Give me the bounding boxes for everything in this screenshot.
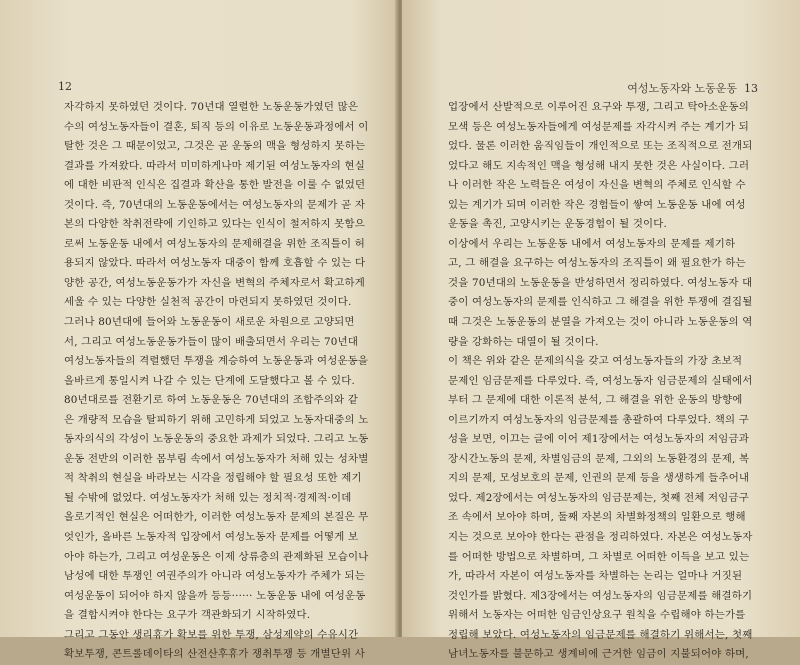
- text-line: 것인가를 밝혔다. 제3장에서는 여성노동자의 임금문제를 해결하기: [448, 589, 753, 602]
- text-line: 될 수밖에 없었다. 여성노동자가 처해 있는 정치적·경제적·이데: [64, 491, 352, 504]
- text-line: 조 속에서 보아야 하며, 둘째 자본의 차별화정책의 일환으로 행해: [448, 511, 746, 524]
- text-line: 에 대한 비판적 인식은 집결과 확산을 통한 발전을 이룰 수 없었던: [64, 179, 366, 192]
- text-line: 를 어떠한 방법으로 차별하며, 그 차별로 어떠한 이득을 보고 있는: [448, 550, 750, 563]
- text-line: 세울 수 있는 다양한 실천적 공간이 마련되지 못하였던 것이다.: [64, 296, 352, 309]
- text-line: 엇인가, 올바른 노동자적 입장에서 여성노동자 문제를 어떻게 보: [64, 531, 359, 544]
- right-page-number: 13: [744, 82, 758, 95]
- text-line: 지의 문제, 모성보호의 문제, 인권의 문제 등을 생생하게 들추어내: [448, 472, 750, 485]
- text-line: 올로기적인 현실은 어떠한가, 이러한 여성노동자 문제의 본질은 무: [64, 511, 369, 524]
- left-page-body: [64, 98, 369, 665]
- text-line: 남성에 대한 투쟁인 여권주의가 아니라 여성노동자가 주체가 되는: [64, 570, 365, 583]
- running-head-title: 여성노동자와 노동운동: [627, 82, 737, 95]
- text-line: 운동을 촉진, 고양시키는 운동경험이 될 것이다.: [448, 218, 668, 231]
- text-line: 자각하지 못하였던 것이다. 70년대 열렬한 노동운동가였던 많은: [64, 101, 359, 113]
- text-line: 부터 그 문제에 대한 이론적 분석, 그 해결을 위한 운동의 방향에: [448, 394, 743, 407]
- text-line: 본의 다양한 착취전략에 기인하고 있다는 인식이 철저하지 못함으: [64, 218, 365, 231]
- text-line: 었다. 제2장에서는 여성노동자의 임금문제는, 첫째 전체 저임금구: [448, 491, 750, 504]
- text-line: 가, 따라서 자본이 여성노동자를 차별하는 논리는 얼마나 거짓된: [448, 570, 743, 583]
- text-line: 수의 여성노동자들이 결혼, 퇴직 등의 이유로 노동운동과정에서 이: [64, 120, 369, 133]
- text-line: 량을 강화하는 대열이 될 것이다.: [448, 335, 599, 348]
- text-line: 있는 계기가 되며 이러한 작은 경험들이 쌓여 노동운동 내에 여성: [448, 198, 746, 211]
- text-line: 80년대로를 전환기로 하여 노동운동은 70년대의 조합주의와 같: [64, 394, 358, 407]
- text-line: 이상에서 우리는 노동운동 내에서 여성노동자의 문제를 제기하: [448, 237, 736, 250]
- text-line: 동자의식의 각성이 노동운동의 중요한 과제가 되었다. 그리고 노동: [64, 433, 369, 446]
- text-line: 이르기까지 여성노동자의 임금문제를 총괄하여 다루었다. 책의 구: [448, 413, 749, 426]
- text-line: 운동 전반의 이러한 몸부림 속에서 여성노동자가 처해 있는 성차별: [64, 452, 369, 465]
- text-line: 올바르게 통일시켜 나갈 수 있는 단계에 도달했다고 볼 수 있다.: [64, 374, 355, 387]
- text-line: 남녀노동자를 불문하고 생계비에 근거한 임금이 지불되어야 하며,: [448, 648, 749, 661]
- text-line: 여성운동이 되어야 하지 않을까 등등······ 노동운동 내에 여성운동: [64, 589, 366, 602]
- left-page-number: 12: [58, 80, 72, 93]
- right-page: [402, 0, 800, 661]
- right-page-body: [448, 98, 753, 665]
- text-line: 나 이러한 작은 노력들은 여성이 자신을 변혁의 주체로 인식할 수: [448, 179, 746, 192]
- text-line: 확보투쟁, 콘트롤데이타의 산전산후휴가 쟁취투쟁 등 개별단위 사: [64, 648, 365, 661]
- text-line: 을 결합시켜야 한다는 요구가 객관화되기 시작하였다.: [64, 609, 311, 622]
- text-line: 지는 것으로 보아야 한다는 관점을 정리하였다. 자본은 여성노동자: [448, 531, 753, 544]
- text-line: 용되지 않았다. 따라서 여성노동자 대중이 함께 호흡할 수 있는 다: [64, 257, 366, 270]
- text-line: 아야 하는가, 그리고 여성운동은 이제 상류층의 관제화된 모습이나: [64, 550, 369, 563]
- text-line: 중이 여성노동자의 문제를 인식하고 그 해결을 위한 투쟁에 결집될: [448, 296, 753, 309]
- text-line: 탈한 것은 그 때문이었고, 그것은 곧 운동의 맥을 형성하지 못하는: [64, 140, 366, 153]
- text-line: 고, 그 해결을 요구하는 여성노동자의 조직틀이 왜 필요한가 하는: [448, 257, 746, 270]
- right-page-header: [627, 80, 758, 96]
- left-page: [0, 0, 398, 661]
- text-line: 그러나 80년대에 들어와 노동운동이 새로운 차원으로 고양되면: [64, 316, 355, 329]
- text-line: 었다. 물론 이러한 움직임들이 개인적으로 또는 조직적으로 전개되: [448, 140, 753, 153]
- text-line: 그리고 그동안 생리휴가 확보를 위한 투쟁, 삼성제약의 수유시간: [64, 628, 359, 641]
- text-line: 성을 보면, 이끄는 글에 이어 제1장에서는 여성노동자의 저임금과: [448, 433, 750, 446]
- text-line: 장시간노동의 문제, 차별임금의 문제, 그외의 노동환경의 문제, 복: [448, 452, 750, 465]
- text-line: 로써 노동운동 내에서 여성노동자의 문제해결을 위한 조직틀이 허: [64, 237, 365, 250]
- text-line: 위해서 노동자는 어떠한 임금인상요구 원칙을 수립해야 하는가를: [448, 609, 746, 622]
- text-line: 은 개량적 모습을 탈피하기 위해 고민하게 되었고 노동자대중의 노: [64, 413, 369, 426]
- text-line: 정립해 보았다. 여성노동자의 임금문제를 해결하기 위해서는, 첫째: [448, 628, 753, 641]
- text-line: 었다고 해도 지속적인 맥을 형성해 내지 못한 것은 사실이다. 그러: [448, 159, 750, 172]
- text-line: 것을 70년대의 노동운동을 반성하면서 정리하였다. 여성노동자 대: [448, 276, 753, 289]
- text-line: 양한 공간, 여성노동운동가가 자신을 변혁의 주체자로서 확고하게: [64, 276, 365, 289]
- text-line: 이 책은 위와 같은 문제의식을 갖고 여성노동자들의 가장 초보적: [448, 355, 743, 368]
- text-line: 여성노동자들의 격렬했던 투쟁을 계승하여 노동운동과 여성운동을: [64, 355, 369, 368]
- text-line: 모색 등은 여성노동자들에게 여성문제를 자각시켜 주는 계기가 되: [448, 120, 749, 133]
- text-line: 것이다. 즉, 70년대의 노동운동에서는 여성노동자의 문제가 곧 자: [64, 198, 366, 211]
- text-line: 적 착취의 현실을 바라보는 시각을 정립해야 할 필요성 또한 제기: [64, 472, 362, 485]
- text-line: 결과를 가져왔다. 따라서 미미하게나마 제기된 여성노동자의 현실: [64, 159, 365, 172]
- text-line: 문제인 임금문제를 다루었다. 즉, 여성노동자 임금문제의 실태에서: [448, 374, 753, 387]
- text-line: 때 그것은 노동운동의 분열을 가져오는 것이 아니라 노동운동의 역: [448, 316, 753, 329]
- text-line: 서, 그리고 여성노동운동가들이 많이 배출되면서 우리는 70년대: [64, 335, 359, 348]
- text-line: 업장에서 산발적으로 이루어진 요구와 투쟁, 그리고 탁아소운동의: [448, 101, 749, 113]
